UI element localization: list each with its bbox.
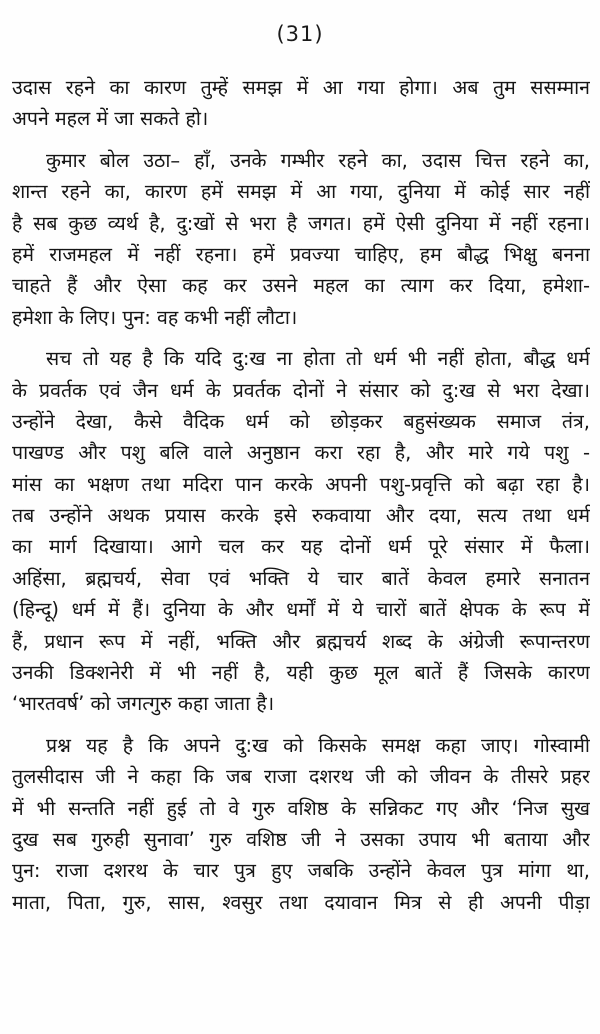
paragraph-1 xyxy=(12,72,590,135)
text-line: उदास रहने का कारण तुम्हें समझ में आ गया होगा। अब तुम ससम्मान xyxy=(12,76,590,99)
paragraph-4 xyxy=(12,730,590,918)
text-line: उनकी डिक्शनेरी में भी नहीं है, यही कुछ मूल बातें हैं जिसके कारण xyxy=(12,661,590,685)
text-line: है सब कुछ व्यर्थ है, दु:खों से भरा है जगत। हमें ऐसी दुनिया में नहीं रहना। xyxy=(12,211,590,235)
text-line: माता, पिता, गुरु, सास, श्वसुर तथा दयावान मित्र से ही अपनी पीड़ा xyxy=(12,890,590,914)
page-number: (31) xyxy=(276,22,324,46)
text-line: पुन: राजा दशरथ के चार पुत्र हुए जबकि उन्होंने केवल पुत्र मांगा था, xyxy=(12,859,590,883)
text-line: सच तो यह है कि यदि दु:ख ना होता तो धर्म भी नहीं होता, बौद्ध धर्म xyxy=(46,347,590,371)
paragraph-2 xyxy=(12,145,590,333)
text-line: हमें राजमहल में नहीं रहना। हमें प्रवज्या चाहिए, हम बौद्ध भिक्षु बनना xyxy=(12,242,590,266)
text-line: प्रश्न यह है कि अपने दु:ख को किसके समक्ष कहा जाए। गोस्वामी xyxy=(46,733,590,757)
text-line: पाखण्ड और पशु बलि वाले अनुष्ठान करा रहा है, और मारे गये पशु - xyxy=(12,441,590,465)
text-line: अपने महल में जा सकते हो। xyxy=(12,107,209,131)
body-text xyxy=(12,72,590,918)
text-line: उन्होंने देखा, कैसे वैदिक धर्म को छोड़कर बहुसंख्यक समाज तंत्र, xyxy=(12,409,590,433)
text-line: हमेशा के लिए। पुन: वह कभी नहीं लौटा। xyxy=(12,305,298,329)
text-line: चाहते हैं और ऐसा कह कर उसने महल का त्याग कर दिया, हमेशा- xyxy=(12,274,590,298)
text-line: में भी सन्तति नहीं हुई तो वे गुरु वशिष्ठ के सन्निकट गए और ‘निज सुख xyxy=(12,796,590,820)
text-line: ‘भारतवर्ष’ को जगत्गुरु कहा जाता है। xyxy=(12,692,275,716)
text-line: तुलसीदास जी ने कहा कि जब राजा दशरथ जी को जीवन के तीसरे प्रहर xyxy=(12,765,590,789)
text-line: के प्रवर्तक एवं जैन धर्म के प्रवर्तक दोनों ने संसार को दु:ख से भरा देखा। xyxy=(12,378,590,402)
text-line: कुमार बोल उठा– हाँ, उनके गम्भीर रहने का, उदास चित्त रहने का, xyxy=(46,148,590,172)
text-line: का मार्ग दिखाया। आगे चल कर यह दोनों धर्म पूरे संसार में फैला। xyxy=(12,535,590,559)
paragraph-3 xyxy=(12,343,590,720)
text-line: अहिंसा, ब्रह्मचर्य, सेवा एवं भक्ति ये चार बातें केवल हमारे सनातन xyxy=(12,566,590,590)
text-line: तब उन्होंने अथक प्रयास करके इसे रुकवाया और दया, सत्य तथा धर्म xyxy=(12,504,590,528)
text-line: हैं, प्रधान रूप में नहीं, भक्ति और ब्रह्मचर्य शब्द के अंग्रेजी रूपान्तरण xyxy=(12,629,590,653)
text-line: (हिन्दू) धर्म में हैं। दुनिया के और धर्मों में ये चारों बातें क्षेपक के रूप में xyxy=(12,598,590,622)
text-line: मांस का भक्षण तथा मदिरा पान करके अपनी पशु-प्रवृत्ति को बढ़ा रहा है। xyxy=(12,472,590,496)
text-line: दुख सब गुरुही सुनावा’ गुरु वशिष्ठ जी ने उसका उपाय भी बताया और xyxy=(12,827,590,851)
text-line: शान्त रहने का, कारण हमें समझ में आ गया, दुनिया में कोई सार नहीं xyxy=(12,180,590,204)
